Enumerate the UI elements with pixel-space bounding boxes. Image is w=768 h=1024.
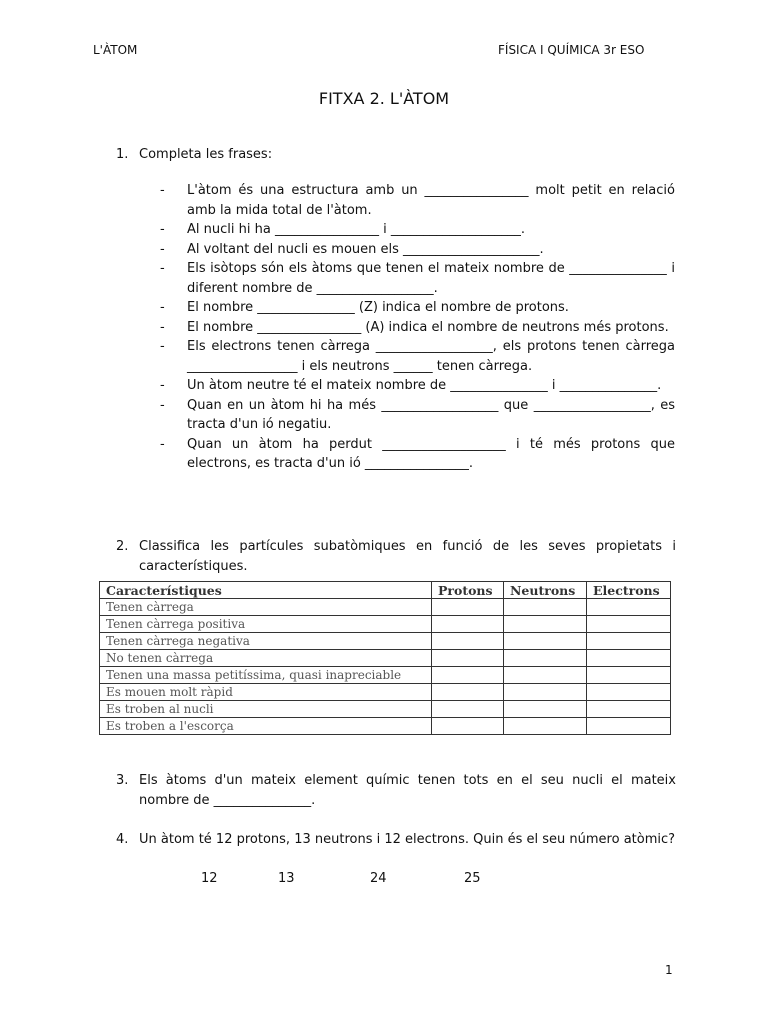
list-item: - Un àtom neutre té el mateix nombre de _______________ i _______________. xyxy=(160,378,662,393)
answer-cell[interactable] xyxy=(587,616,671,633)
particles-table xyxy=(99,581,671,735)
table-row xyxy=(100,616,671,633)
header-left: L'ÀTOM xyxy=(93,43,138,57)
question-number: 2. xyxy=(116,539,129,554)
row-label: Tenen càrrega positiva xyxy=(100,616,432,633)
row-label: Tenen càrrega negativa xyxy=(100,633,432,650)
sentence-list xyxy=(160,181,675,474)
list-item: - Quan en un àtom hi ha més __________________ que __________________, es tracta d'un ió negatiu. xyxy=(160,397,675,432)
table-row xyxy=(100,684,671,701)
list-item: - Al nucli hi ha ________________ i ____________________. xyxy=(160,222,525,237)
row-label: Tenen una massa petitíssima, quasi inapreciable xyxy=(100,667,432,684)
answer-cell[interactable] xyxy=(587,718,671,735)
list-item: - El nombre ________________ (A) indica el nombre de neutrons més protons. xyxy=(160,319,669,335)
answer-cell[interactable] xyxy=(587,701,671,718)
answer-cell[interactable] xyxy=(432,650,504,667)
answer-cell[interactable] xyxy=(504,599,587,616)
question-text: Classifica les partícules subatòmiques en funció de les seves propietats i característiques. xyxy=(139,539,676,574)
answer-cell[interactable] xyxy=(587,599,671,616)
answer-cell[interactable] xyxy=(504,650,587,667)
answer-cell[interactable] xyxy=(504,701,587,718)
column-header: Neutrons xyxy=(504,582,587,599)
table-row xyxy=(100,718,671,735)
answer-option[interactable]: 13 xyxy=(278,871,295,886)
answer-cell[interactable] xyxy=(504,718,587,735)
answer-cell[interactable] xyxy=(504,616,587,633)
question-number: 3. xyxy=(116,773,129,788)
answer-cell[interactable] xyxy=(432,616,504,633)
header-right: FÍSICA I QUÍMICA 3r ESO xyxy=(498,43,645,57)
question-number: 1. xyxy=(116,147,129,162)
list-item: - El nombre _______________ (Z) indica el nombre de protons. xyxy=(160,300,569,315)
column-header: Protons xyxy=(432,582,504,599)
question-text: Un àtom té 12 protons, 13 neutrons i 12 electrons. Quin és el seu número atòmic? xyxy=(139,832,676,847)
row-label: Es mouen molt ràpid xyxy=(100,684,432,701)
page-number: 1 xyxy=(665,963,673,977)
column-header: Característiques xyxy=(100,582,432,599)
row-label: Es troben a l'escorça xyxy=(100,718,432,735)
answer-cell[interactable] xyxy=(432,633,504,650)
answer-cell[interactable] xyxy=(432,718,504,735)
row-label: Tenen càrrega xyxy=(100,599,432,616)
answer-cell[interactable] xyxy=(504,667,587,684)
answer-option[interactable]: 24 xyxy=(370,871,387,886)
question-text: Els àtoms d'un mateix element químic tenen tots en el seu nucli el mateix nombre de _______________. xyxy=(139,773,676,808)
answer-cell[interactable] xyxy=(587,667,671,684)
list-item: - Els isòtops són els àtoms que tenen el mateix nombre de _______________ i diferent nombre de __________________. xyxy=(160,261,675,296)
table-row xyxy=(100,667,671,684)
answer-cell[interactable] xyxy=(432,684,504,701)
list-item: - Els electrons tenen càrrega __________________, els protons tenen càrrega _________________ i els neutrons ______ tenen càrrega. xyxy=(160,339,675,374)
answer-option[interactable]: 25 xyxy=(464,871,481,886)
answer-option[interactable]: 12 xyxy=(201,871,218,886)
answer-cell[interactable] xyxy=(587,684,671,701)
list-item: - L'àtom és una estructura amb un ________________ molt petit en relació amb la mida total de l'àtom. xyxy=(160,183,675,218)
question-text: Completa les frases: xyxy=(139,147,273,162)
list-item: - Al voltant del nucli es mouen els _____________________. xyxy=(160,241,544,257)
answer-cell[interactable] xyxy=(587,650,671,667)
table-row xyxy=(100,633,671,650)
question-3 xyxy=(116,771,676,811)
table-row xyxy=(100,650,671,667)
answer-cell[interactable] xyxy=(432,701,504,718)
question-1 xyxy=(116,145,676,165)
answer-cell[interactable] xyxy=(504,633,587,650)
row-label: No tenen càrrega xyxy=(100,650,432,667)
table-row xyxy=(100,701,671,718)
table-header-row xyxy=(100,582,671,599)
page-title: FITXA 2. L'ÀTOM xyxy=(318,89,450,108)
answer-cell[interactable] xyxy=(587,633,671,650)
answer-cell[interactable] xyxy=(432,599,504,616)
table-row xyxy=(100,599,671,616)
answer-cell[interactable] xyxy=(504,684,587,701)
question-2 xyxy=(116,537,676,577)
question-4 xyxy=(116,830,676,850)
row-label: Es troben al nucli xyxy=(100,701,432,718)
column-header: Electrons xyxy=(587,582,671,599)
question-number: 4. xyxy=(116,832,129,847)
list-item: - Quan un àtom ha perdut ___________________ i té més protons que electrons, es tracta d'un ió ________________. xyxy=(160,436,675,471)
answer-cell[interactable] xyxy=(432,667,504,684)
